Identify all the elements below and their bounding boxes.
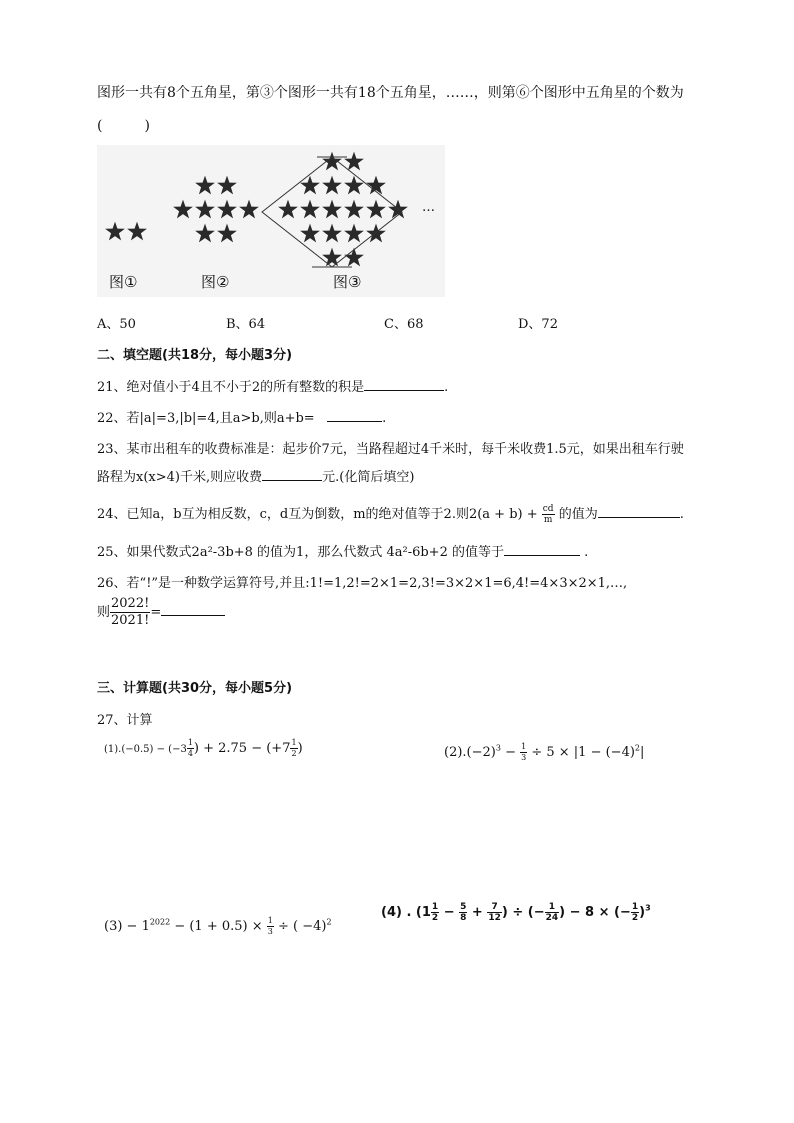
question-26-eq: = <box>150 605 162 620</box>
black-star-icon <box>322 176 342 195</box>
question-25-text: 25、如果代数式2a²-3b+8 的值为1，那么代数式 4a²-6b+2 的值等于 <box>97 545 504 560</box>
mixed-fraction-1-2-b: $\frac{1}{2}$ <box>431 902 439 923</box>
question-26-line2 <box>97 596 225 629</box>
figure-label-3: 图③ <box>333 273 362 291</box>
black-star-icon <box>322 248 342 267</box>
question-23-text-b: 元.(化简后填空) <box>322 470 415 485</box>
answer-blank-24 <box>598 505 680 518</box>
black-star-icon <box>105 222 125 241</box>
black-star-icon <box>344 248 364 267</box>
fraction-5-8: $\frac{5}{8}$ <box>460 902 467 923</box>
black-star-icon <box>217 224 237 243</box>
option-d: D、72 <box>518 317 558 332</box>
black-star-icon <box>322 152 342 171</box>
figure-ellipsis: … <box>422 200 435 215</box>
mixed-fraction-1-4: $\frac{1}{4}$ <box>187 738 193 758</box>
fraction-1-2-c: $\frac{1}{2}$ <box>631 902 639 923</box>
black-star-icon <box>195 176 215 195</box>
question-24: 24、已知a，b互为相反数，c，d互为倒数，m的绝对值等于2.则2(a + b) + $\frac{cd}{m}$ 的值为 . <box>97 504 684 525</box>
black-star-icon <box>239 200 259 219</box>
black-star-icon <box>344 224 364 243</box>
black-star-icon <box>344 152 364 171</box>
question-26-then: 则 <box>97 605 111 620</box>
question-24-text-b: 的值为 <box>558 507 598 522</box>
problem-4-expression: (4) . (1 $\frac{1}{2}$ − $\frac{5}{8}$ + $\frac{7}{12}$ ) ÷ (− $\frac{1}{24}$ ) − 8 × (− $\frac{1}{2}$ )$^3$ <box>381 902 651 923</box>
section-3-title: 三、计算题(共30分，每小题5分) <box>97 681 293 696</box>
fraction-1-3-b: $\frac{1}{3}$ <box>267 916 273 936</box>
black-star-icon <box>217 176 237 195</box>
problem-2-expression: $(2).(-2)^3$ − $\frac{1}{3}$ ÷ $5 \times |1 - (-4)^2|$ <box>444 742 645 762</box>
star-pattern-figure <box>97 145 445 297</box>
fraction-1-24: $\frac{1}{24}$ <box>545 902 559 923</box>
question-23-text-a: 路程为x(x>4)千米,则应收费 <box>97 470 263 485</box>
question-22-text: 22、若|a|=3,|b|=4,且a>b,则a+b= <box>97 411 315 426</box>
section-2-title: 二、填空题(共18分，每小题3分) <box>97 348 293 363</box>
black-star-icon <box>322 200 342 219</box>
mixed-fraction-1-2: $\frac{1}{2}$ <box>291 738 297 758</box>
fraction-2022-over-2021: $\frac{2022!}{2021!}$ <box>111 596 150 628</box>
figure-label-2: 图② <box>201 273 230 291</box>
black-star-icon <box>278 200 298 219</box>
option-b: B、64 <box>226 317 266 332</box>
black-star-icon <box>195 224 215 243</box>
question-21: 21、绝对值小于4且不小于2的所有整数的积是 . <box>97 380 449 395</box>
black-star-icon <box>300 176 320 195</box>
question-22: 22、若|a|=3,|b|=4,且a>b,则a+b= . <box>97 411 387 426</box>
black-star-icon <box>127 222 147 241</box>
question-20-text: 图形一共有8个五角星，第③个图形一共有18个五角星，……，则第⑥个图形中五角星的个数为 <box>97 85 684 101</box>
answer-blank-22 <box>327 409 382 422</box>
black-star-icon <box>195 200 215 219</box>
figure-label-1: 图① <box>109 273 138 291</box>
fraction-cd-over-m: $\frac{cd}{m}$ <box>542 504 554 525</box>
black-star-icon <box>300 200 320 219</box>
black-star-icon <box>173 200 193 219</box>
fraction-7-12: $\frac{7}{12}$ <box>488 902 501 923</box>
question-23-line1: 23、某市出租车的收费标准是：起步价7元，当路程超过4千米时，每千米收费1.5元，如果出租车行驶 <box>97 442 684 457</box>
black-star-icon <box>344 176 364 195</box>
fraction-1-3: $\frac{1}{3}$ <box>521 742 527 762</box>
answer-blank-23 <box>262 468 322 481</box>
answer-blank-25 <box>504 543 580 556</box>
question-27-title: 27、计算 <box>97 713 153 728</box>
star-pattern-svg <box>97 145 445 297</box>
black-star-icon <box>217 200 237 219</box>
option-a: A、50 <box>97 317 136 332</box>
answer-blank-26 <box>161 603 225 616</box>
problem-1-expression: (1).(−0.5) − (−3 $\frac{1}{4}$ ) + 2.75 − (+7 $\frac{1}{2}$ ) <box>104 738 303 758</box>
problem-3-expression: $(3) - 1^{2022} - (1 + 0.5)$ × $\frac{1}{3}$ ÷ ( −4)$^2$ <box>104 916 332 936</box>
black-star-icon <box>366 200 386 219</box>
question-25: 25、如果代数式2a²-3b+8 的值为1，那么代数式 4a²-6b+2 的值等于 . <box>97 545 589 560</box>
question-21-text: 21、绝对值小于4且不小于2的所有整数的积是 <box>97 380 365 395</box>
black-star-icon <box>300 224 320 243</box>
black-star-icon <box>344 200 364 219</box>
black-star-icon <box>322 224 342 243</box>
option-c: C、68 <box>384 317 424 332</box>
answer-blank-21 <box>364 378 444 391</box>
question-26-line1: 26、若“!”是一种数学运算符号,并且:1!=1,2!=2×1=2,3!=3×2×1=6,4!=4×3×2×1,…, <box>97 576 628 591</box>
question-24-text-a: 24、已知a，b互为相反数，c，d互为倒数，m的绝对值等于2.则2(a + b) + <box>97 507 538 522</box>
answer-paren: ( ) <box>97 118 150 134</box>
question-23-line2 <box>97 466 414 485</box>
